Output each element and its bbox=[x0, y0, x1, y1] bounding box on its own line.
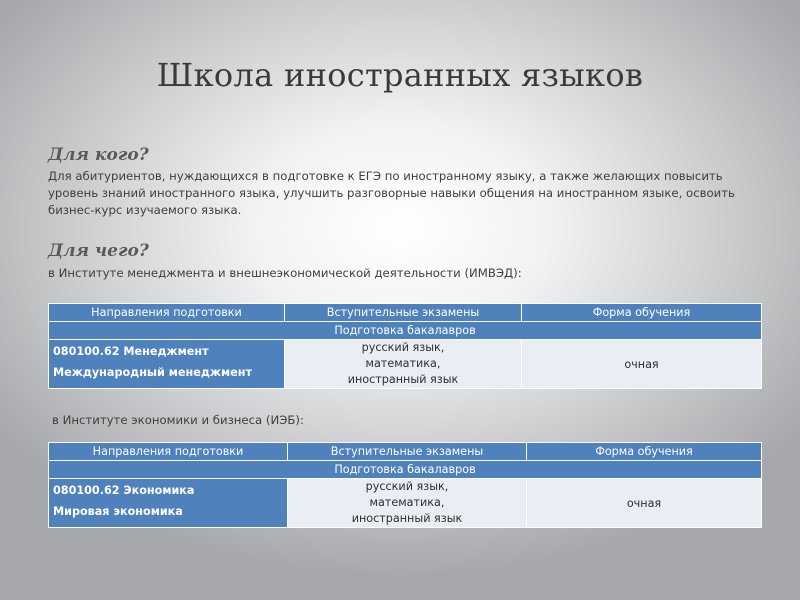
table-band-row bbox=[49, 461, 762, 479]
direction-cell bbox=[49, 340, 285, 389]
direction-profile: Мировая экономика bbox=[53, 505, 183, 518]
table-band-row bbox=[49, 322, 762, 340]
table-header-row bbox=[49, 443, 762, 461]
bachelor-band: Подготовка бакалавров bbox=[49, 461, 762, 479]
study-form-cell: очная bbox=[527, 479, 762, 528]
table-row bbox=[49, 340, 762, 389]
column-header-exams: Вступительные экзамены bbox=[285, 304, 522, 322]
exam-item: иностранный язык bbox=[347, 373, 459, 386]
table-row bbox=[49, 479, 762, 528]
column-header-form: Форма обучения bbox=[527, 443, 762, 461]
exam-item: математика, bbox=[365, 357, 441, 370]
exams-cell bbox=[288, 479, 527, 528]
direction-code: 080100.62 Экономика bbox=[53, 484, 195, 497]
column-header-direction: Направления подготовки bbox=[49, 443, 288, 461]
slide-title: Школа иностранных языков bbox=[156, 56, 644, 94]
direction-code: 080100.62 Менеджмент bbox=[53, 345, 209, 358]
exam-item: математика, bbox=[369, 496, 445, 509]
exam-item: русский язык, bbox=[361, 341, 445, 354]
column-header-form: Форма обучения bbox=[522, 304, 762, 322]
table-header-row bbox=[49, 304, 762, 322]
ieb-intro: в Институте экономики и бизнеса (ИЭБ): bbox=[52, 413, 304, 427]
column-header-exams: Вступительные экзамены bbox=[288, 443, 527, 461]
imved-intro: в Институте менеджмента и внешнеэкономической деятельности (ИМВЭД): bbox=[48, 266, 522, 280]
exams-cell bbox=[285, 340, 522, 389]
direction-profile: Международный менеджмент bbox=[53, 366, 252, 379]
direction-cell bbox=[49, 479, 288, 528]
for-what-heading: Для чего? bbox=[48, 241, 149, 261]
bachelor-band: Подготовка бакалавров bbox=[49, 322, 762, 340]
study-form-cell: очная bbox=[522, 340, 762, 389]
ieb-programs-table bbox=[48, 442, 762, 528]
exam-item: русский язык, bbox=[365, 480, 449, 493]
imved-programs-table bbox=[48, 303, 762, 389]
for-whom-text: Для абитуриентов, нуждающихся в подготовке к ЕГЭ по иностранному языку, а также желающих повысить уровень знаний иностранного языка, улучшить разговорные навыки общения на иностранном языке, освоить бизнес-курс изучаемого языка. bbox=[48, 169, 735, 217]
for-whom-heading: Для кого? bbox=[48, 145, 149, 165]
column-header-direction: Направления подготовки bbox=[49, 304, 285, 322]
exam-item: иностранный язык bbox=[351, 512, 463, 525]
